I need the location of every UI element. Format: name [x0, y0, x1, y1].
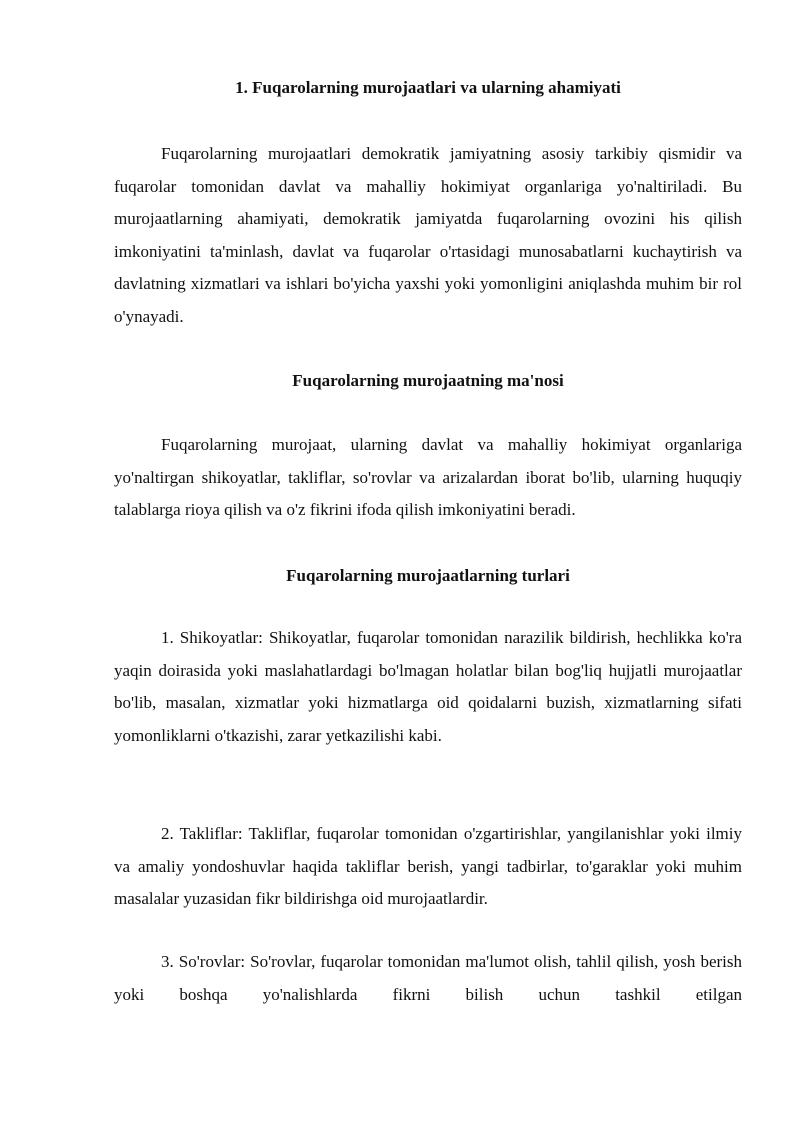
list-item-complaints: 1. Shikoyatlar: Shikoyatlar, fuqarolar tomonidan narazilik bildirish, hechlikka ko'ra yaqin doirasida yoki maslahatlardagi bo'lmagan holatlar bilan bog'liq hujjatli murojaatlar bo'lib, masalan, xizmatlar yoki hizmatlarga oid qoidalarni buzish, xizmatlarning sifati yomonliklarni o'tkazishi, zarar yetkazilishi kabi. [114, 628, 742, 745]
document-title: 1. Fuqarolarning murojaatlari va ularning ahamiyati [235, 78, 621, 97]
section-meaning-paragraph: Fuqarolarning murojaat, ularning davlat va mahalliy hokimiyat organlariga yo'naltirgan shikoyatlar, takliflar, so'rovlar va arizalardan iborat bo'lib, ularning huquqiy talablarga rioya qilish va o'z fikrini ifoda qilish imkoniyatini beradi. [114, 435, 742, 519]
list-item-proposals: 2. Takliflar: Takliflar, fuqarolar tomonidan o'zgartirishlar, yangilanishlar yoki ilmiy va amaliy yondoshuvlar haqida takliflar berish, yangi tadbirlar, to'garaklar yoki muhim masalalar yuzasidan fikr bildirishga oid murojaatlardir. [114, 824, 742, 908]
section-meaning-heading: Fuqarolarning murojaatning ma'nosi [292, 371, 564, 390]
list-item-surveys: 3. So'rovlar: So'rovlar, fuqarolar tomonidan ma'lumot olish, tahlil qilish, yosh berish yoki boshqa yo'nalishlarda fikrni bilish uchun tashkil etilgan [114, 952, 742, 1004]
section-types-heading: Fuqarolarning murojaatlarning turlari [286, 566, 570, 585]
intro-paragraph: Fuqarolarning murojaatlari demokratik jamiyatning asosiy tarkibiy qismidir va fuqarolar tomonidan davlat va mahalliy hokimiyat organlariga yo'naltiriladi. Bu murojaatlarning ahamiyati, demokratik jamiyatda fuqarolarning ovozini his qilish imkoniyatini ta'minlash, davlat va fuqarolar o'rtasidagi munosabatlarni kuchaytirish va davlatning xizmatlari va ishlari bo'yicha yaxshi yoki yomonligini aniqlashda muhim bir rol o'ynayadi. [114, 144, 742, 326]
